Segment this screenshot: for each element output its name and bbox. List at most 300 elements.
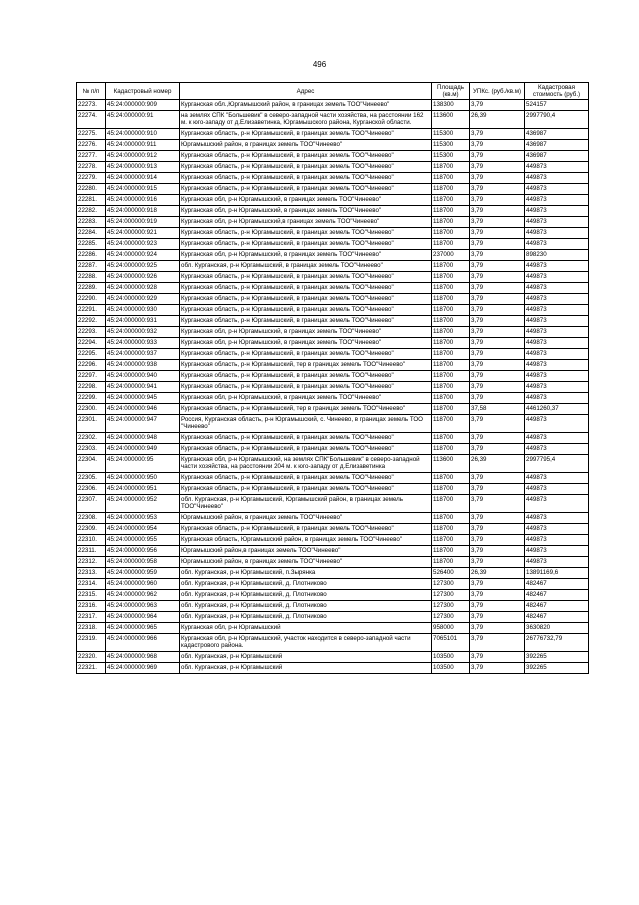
cell-cadastral-cost: 449873 [525, 327, 589, 338]
cell-address: Курганская обл, р-н Юргамышский [180, 623, 432, 634]
cell-cadastral-cost: 482467 [525, 612, 589, 623]
cell-number: 22288. [77, 272, 106, 283]
table-row [77, 371, 589, 382]
table-row [77, 305, 589, 316]
cell-number: 22290. [77, 294, 106, 305]
cell-number: 22273. [77, 100, 106, 111]
cell-address: Курганская обл, р-н Юргамышский, в границах земель ТОО"Чинеево" [180, 250, 432, 261]
cell-area: 127300 [432, 579, 470, 590]
cell-upks: 3,79 [470, 195, 525, 206]
cell-number: 22278. [77, 162, 106, 173]
cell-cadastral-number: 45:24:000000:964 [106, 612, 180, 623]
table-row [77, 294, 589, 305]
cell-upks: 3,79 [470, 524, 525, 535]
cell-area: 118700 [432, 272, 470, 283]
cell-cadastral-cost: 482467 [525, 590, 589, 601]
cell-address: Курганская область, р-н Юргамышский, в границах земель ТОО"Чинеево" [180, 371, 432, 382]
cell-cadastral-number: 45:24:000000:933 [106, 338, 180, 349]
table-row [77, 316, 589, 327]
cell-cadastral-cost: 4461260,37 [525, 404, 589, 415]
table-row [77, 455, 589, 473]
cell-cadastral-cost: 449873 [525, 316, 589, 327]
cell-address: Курганская обл, р-н Юргамышский, в границах земель ТОО"Чинеево" [180, 206, 432, 217]
cell-cadastral-number: 45:24:000000:949 [106, 444, 180, 455]
cell-cadastral-number: 45:24:000000:926 [106, 272, 180, 283]
cell-number: 22305. [77, 473, 106, 484]
cell-address: Курганская обл, р-н Юргамышский, в границах земель ТОО"Чинеево" [180, 327, 432, 338]
cell-number: 22282. [77, 206, 106, 217]
cell-number: 22296. [77, 360, 106, 371]
cell-cadastral-cost: 436987 [525, 140, 589, 151]
table-row [77, 338, 589, 349]
cell-address: Курганская область, р-н Юргамышский, в границах земель ТОО"Чинеево" [180, 184, 432, 195]
table-row [77, 535, 589, 546]
cell-address: Юргамышский район,в границах земель ТОО"Чинеево" [180, 546, 432, 557]
cell-cadastral-number: 45:24:000000:947 [106, 415, 180, 433]
cell-address: Юргамышский район, в границах земель ТОО"Чинеево" [180, 140, 432, 151]
cell-cadastral-number: 45:24:000000:921 [106, 228, 180, 239]
cell-cadastral-cost: 2997790,4 [525, 111, 589, 129]
cell-area: 118700 [432, 239, 470, 250]
table-row [77, 495, 589, 513]
cell-cadastral-cost: 13891169,6 [525, 568, 589, 579]
cell-cadastral-number: 45:24:000000:915 [106, 184, 180, 195]
cell-cadastral-cost: 449873 [525, 473, 589, 484]
cell-area: 127300 [432, 612, 470, 623]
cell-cadastral-cost: 449873 [525, 495, 589, 513]
cell-upks: 3,79 [470, 579, 525, 590]
cell-area: 118700 [432, 294, 470, 305]
cell-area: 118700 [432, 173, 470, 184]
cell-address: Курганская область, р-н Юргамышский, в границах земель ТОО"Чинеево" [180, 382, 432, 393]
cell-cadastral-cost: 449873 [525, 305, 589, 316]
cell-cadastral-number: 45:24:000000:924 [106, 250, 180, 261]
cell-cadastral-cost: 392265 [525, 652, 589, 663]
cell-number: 22307. [77, 495, 106, 513]
cell-area: 118700 [432, 404, 470, 415]
cell-number: 22283. [77, 217, 106, 228]
cell-cadastral-cost: 449873 [525, 557, 589, 568]
cell-address: обл. Курганская, р-н Юргамышский [180, 663, 432, 674]
table-row [77, 261, 589, 272]
cell-cadastral-cost: 449873 [525, 217, 589, 228]
cell-address: Юргамышский район, в границах земель ТОО"Чинеево" [180, 513, 432, 524]
cell-address: Курганская область, р-н Юргамышский, в границах земель ТОО"Чинеево" [180, 129, 432, 140]
cell-upks: 3,79 [470, 250, 525, 261]
cell-address: Курганская область, р-н Юргамышский, в границах земель ТОО"Чинеево" [180, 305, 432, 316]
cell-address: Курганская область, р-н Юргамышский, в границах земель ТОО"Чинеево" [180, 473, 432, 484]
cell-area: 958000 [432, 623, 470, 634]
cell-cadastral-cost: 449873 [525, 371, 589, 382]
cell-cadastral-number: 45:24:000000:946 [106, 404, 180, 415]
table-row [77, 206, 589, 217]
cell-number: 22308. [77, 513, 106, 524]
cell-cadastral-cost: 482467 [525, 601, 589, 612]
table-row [77, 393, 589, 404]
cadastral-table [76, 82, 589, 674]
cell-number: 22286. [77, 250, 106, 261]
table-row [77, 663, 589, 674]
table-row [77, 217, 589, 228]
cell-number: 22309. [77, 524, 106, 535]
table-row [77, 151, 589, 162]
cell-address: Курганская область, р-н Юргамышский, в границах земель ТОО"Чинеево" [180, 228, 432, 239]
cell-cadastral-number: 45:24:000000:95 [106, 455, 180, 473]
cell-cadastral-cost: 449873 [525, 294, 589, 305]
cell-cadastral-number: 45:24:000000:958 [106, 557, 180, 568]
cell-address: Россия, Курганская область, р-н Юргамышский, с. Чинеево, в границах земель ТОО "Чинеево" [180, 415, 432, 433]
cell-upks: 3,79 [470, 652, 525, 663]
table-row [77, 601, 589, 612]
cell-address: Курганская область, р-н Юргамышский, в границах земель ТОО"Чинеево" [180, 272, 432, 283]
table-row [77, 590, 589, 601]
table-row [77, 415, 589, 433]
cell-cadastral-cost: 449873 [525, 206, 589, 217]
cell-address: Курганская обл, р-н Юргамышский, в границах земель ТОО"Чинеево" [180, 393, 432, 404]
table-row [77, 433, 589, 444]
cell-upks: 3,79 [470, 634, 525, 652]
cell-address: Курганская область, Юргамышский район, в границах земель ТОО"Чинеево" [180, 535, 432, 546]
cell-upks: 3,79 [470, 546, 525, 557]
cell-area: 118700 [432, 228, 470, 239]
table-row [77, 652, 589, 663]
cell-area: 118700 [432, 162, 470, 173]
cell-number: 22303. [77, 444, 106, 455]
cell-upks: 3,79 [470, 184, 525, 195]
cell-area: 115300 [432, 140, 470, 151]
cell-cadastral-cost: 3630820 [525, 623, 589, 634]
table-row [77, 228, 589, 239]
cell-cadastral-cost: 898230 [525, 250, 589, 261]
cell-cadastral-number: 45:24:000000:937 [106, 349, 180, 360]
cell-cadastral-number: 45:24:000000:909 [106, 100, 180, 111]
table-row [77, 100, 589, 111]
table-row [77, 129, 589, 140]
cell-number: 22310. [77, 535, 106, 546]
cell-upks: 3,79 [470, 338, 525, 349]
cell-address: обл. Курганская, р-н Юргамышский, д. Плотниково [180, 601, 432, 612]
table-row [77, 195, 589, 206]
cell-area: 118700 [432, 283, 470, 294]
cell-cadastral-number: 45:24:000000:916 [106, 195, 180, 206]
cell-cadastral-number: 45:24:000000:919 [106, 217, 180, 228]
cell-cadastral-cost: 392265 [525, 663, 589, 674]
cell-cadastral-number: 45:24:000000:968 [106, 652, 180, 663]
cell-address: Курганская область, р-н Юргамышский, тер в границах земель ТОО"Чинеево" [180, 360, 432, 371]
cell-cadastral-cost: 449873 [525, 360, 589, 371]
cell-upks: 3,79 [470, 162, 525, 173]
cell-number: 22295. [77, 349, 106, 360]
cell-cadastral-cost: 436987 [525, 129, 589, 140]
cell-area: 118700 [432, 382, 470, 393]
cell-cadastral-number: 45:24:000000:941 [106, 382, 180, 393]
cell-cadastral-number: 45:24:000000:91 [106, 111, 180, 129]
table-row [77, 404, 589, 415]
table-row [77, 382, 589, 393]
cell-cadastral-number: 45:24:000000:932 [106, 327, 180, 338]
cell-number: 22297. [77, 371, 106, 382]
cell-cadastral-number: 45:24:000000:960 [106, 579, 180, 590]
cell-area: 113600 [432, 455, 470, 473]
cell-cadastral-number: 45:24:000000:914 [106, 173, 180, 184]
table-row [77, 568, 589, 579]
cell-number: 22285. [77, 239, 106, 250]
cell-address: Курганская область, р-н Юргамышский, в границах земель ТОО"Чинеево" [180, 283, 432, 294]
cell-area: 118700 [432, 360, 470, 371]
cell-number: 22313. [77, 568, 106, 579]
cell-upks: 3,79 [470, 623, 525, 634]
page-number: 496 [312, 60, 327, 69]
cell-area: 115300 [432, 129, 470, 140]
cell-cadastral-cost: 449873 [525, 382, 589, 393]
cell-upks: 3,79 [470, 294, 525, 305]
cell-area: 118700 [432, 495, 470, 513]
cell-address: Курганская обл, р-н Юргамышский, на землях СПК"Большевик" в северо-западной части хозяйства, на расстоянии 204 м. к юго-западу от д.Елизаветинка [180, 455, 432, 473]
cell-upks: 3,79 [470, 129, 525, 140]
cell-address: Курганская обл, р-н Юргамышский, участок находится в северо-западной части кадастрового района. [180, 634, 432, 652]
table-row [77, 484, 589, 495]
cell-cadastral-number: 45:24:000000:962 [106, 590, 180, 601]
cell-upks: 3,79 [470, 151, 525, 162]
cell-address: Курганская область, р-н Юргамышский, в границах земель ТОО"Чинеево" [180, 239, 432, 250]
cell-upks: 3,79 [470, 382, 525, 393]
cell-cadastral-cost: 449873 [525, 173, 589, 184]
cell-cadastral-number: 45:24:000000:910 [106, 129, 180, 140]
cell-number: 22280. [77, 184, 106, 195]
cell-number: 22301. [77, 415, 106, 433]
cell-cadastral-number: 45:24:000000:913 [106, 162, 180, 173]
cell-area: 127300 [432, 601, 470, 612]
cell-cadastral-number: 45:24:000000:948 [106, 433, 180, 444]
cell-address: Курганская область, р-н Юргамышский, в границах земель ТОО"Чинеево" [180, 349, 432, 360]
cell-number: 22276. [77, 140, 106, 151]
cell-number: 22315. [77, 590, 106, 601]
cell-upks: 3,79 [470, 100, 525, 111]
cell-area: 526400 [432, 568, 470, 579]
cell-area: 118700 [432, 261, 470, 272]
cell-cadastral-cost: 2997795,4 [525, 455, 589, 473]
cell-area: 118700 [432, 371, 470, 382]
table-row [77, 473, 589, 484]
cell-address: Курганская область, р-н Юргамышский, в границах земель ТОО"Чинеево" [180, 151, 432, 162]
cell-address: Курганская обл, р-н Юргамышский,в границах земель ТОО"Чинеево" [180, 217, 432, 228]
cell-area: 118700 [432, 195, 470, 206]
cell-cadastral-cost: 449873 [525, 272, 589, 283]
cell-upks: 3,79 [470, 261, 525, 272]
cell-cadastral-cost: 449873 [525, 184, 589, 195]
cell-cadastral-cost: 449873 [525, 393, 589, 404]
cell-area: 138300 [432, 100, 470, 111]
table-row [77, 239, 589, 250]
cell-upks: 3,79 [470, 495, 525, 513]
cell-upks: 26,39 [470, 455, 525, 473]
cell-cadastral-number: 45:24:000000:950 [106, 473, 180, 484]
table-row [77, 513, 589, 524]
header-cadastral-cost: Кадастровая стоимость (руб.) [525, 83, 589, 100]
cell-area: 118700 [432, 217, 470, 228]
cell-area: 118700 [432, 546, 470, 557]
cell-address: обл. Курганская, р-н Юргамышский, в границах земель ТОО"Чинеево" [180, 261, 432, 272]
table-row [77, 557, 589, 568]
cell-upks: 3,79 [470, 557, 525, 568]
cell-address: Курганская область, р-н Юргамышский, тер в границах земель ТОО"Чинеево" [180, 404, 432, 415]
cell-upks: 3,79 [470, 371, 525, 382]
cell-number: 22289. [77, 283, 106, 294]
cell-cadastral-number: 45:24:000000:966 [106, 634, 180, 652]
cell-upks: 3,79 [470, 272, 525, 283]
cell-number: 22312. [77, 557, 106, 568]
cell-number: 22281. [77, 195, 106, 206]
cell-cadastral-number: 45:24:000000:912 [106, 151, 180, 162]
cell-cadastral-number: 45:24:000000:929 [106, 294, 180, 305]
cell-area: 118700 [432, 433, 470, 444]
cell-address: Курганская область, р-н Юргамышский, в границах земель ТОО"Чинеево" [180, 294, 432, 305]
cell-number: 22318. [77, 623, 106, 634]
cell-number: 22306. [77, 484, 106, 495]
cell-upks: 3,79 [470, 433, 525, 444]
cell-address: Курганская область, р-н Юргамышский, в границах земель ТОО"Чинеево" [180, 433, 432, 444]
cell-upks: 26,39 [470, 568, 525, 579]
cell-upks: 3,79 [470, 444, 525, 455]
cell-cadastral-cost: 26776732,79 [525, 634, 589, 652]
cell-upks: 3,79 [470, 360, 525, 371]
cell-cadastral-number: 45:24:000000:930 [106, 305, 180, 316]
cell-cadastral-cost: 524157 [525, 100, 589, 111]
cell-cadastral-number: 45:24:000000:969 [106, 663, 180, 674]
cell-number: 22292. [77, 316, 106, 327]
cell-upks: 3,79 [470, 206, 525, 217]
cell-area: 118700 [432, 513, 470, 524]
cell-address: Курганская область, р-н Юргамышский, в границах земель ТОО"Чинеево" [180, 444, 432, 455]
cell-cadastral-number: 45:24:000000:956 [106, 546, 180, 557]
cell-address: Курганская обл, р-н Юргамышский, в границах земель ТОО"Чинеево" [180, 195, 432, 206]
cell-address: Курганская область, р-н Юргамышский, в границах земель ТОО"Чинеево" [180, 316, 432, 327]
cell-upks: 3,79 [470, 316, 525, 327]
cell-upks: 3,79 [470, 239, 525, 250]
cell-upks: 3,79 [470, 415, 525, 433]
cell-cadastral-cost: 449873 [525, 195, 589, 206]
table-row [77, 283, 589, 294]
cell-number: 22294. [77, 338, 106, 349]
table-row [77, 250, 589, 261]
cell-number: 22274. [77, 111, 106, 129]
header-cadastral-number: Кадастровый номер [106, 83, 180, 100]
cell-number: 22277. [77, 151, 106, 162]
cell-area: 237000 [432, 250, 470, 261]
cell-address: обл. Курганская, р-н Юргамышский, Юргамышский район, в границах земель ТОО"Чинеево" [180, 495, 432, 513]
cell-area: 103500 [432, 652, 470, 663]
cell-cadastral-number: 45:24:000000:955 [106, 535, 180, 546]
table-row [77, 634, 589, 652]
cell-number: 22300. [77, 404, 106, 415]
header-area: Площадь (кв.м) [432, 83, 470, 100]
table-row [77, 184, 589, 195]
cell-number: 22275. [77, 129, 106, 140]
cell-cadastral-number: 45:24:000000:918 [106, 206, 180, 217]
cell-number: 22320. [77, 652, 106, 663]
cell-number: 22291. [77, 305, 106, 316]
cell-upks: 3,79 [470, 484, 525, 495]
cell-upks: 3,79 [470, 349, 525, 360]
cell-area: 103500 [432, 663, 470, 674]
cell-upks: 3,79 [470, 535, 525, 546]
cell-area: 115300 [432, 151, 470, 162]
table-row [77, 272, 589, 283]
cell-cadastral-cost: 449873 [525, 433, 589, 444]
cell-cadastral-cost: 482467 [525, 579, 589, 590]
table-row [77, 327, 589, 338]
cell-cadastral-cost: 436987 [525, 151, 589, 162]
header-upks: УПКс. (руб./кв.м) [470, 83, 525, 100]
cell-address: обл. Курганская, р-н Юргамышский, д. Плотниково [180, 579, 432, 590]
cell-area: 118700 [432, 444, 470, 455]
cell-cadastral-cost: 449873 [525, 535, 589, 546]
cell-cadastral-cost: 449873 [525, 239, 589, 250]
cell-upks: 3,79 [470, 140, 525, 151]
cell-upks: 3,79 [470, 283, 525, 294]
cell-number: 22319. [77, 634, 106, 652]
cell-area: 127300 [432, 590, 470, 601]
cell-address: Курганская область, р-н Юргамышский, в границах земель ТОО"Чинеево" [180, 484, 432, 495]
cell-number: 22321. [77, 663, 106, 674]
cell-cadastral-number: 45:24:000000:928 [106, 283, 180, 294]
cell-cadastral-number: 45:24:000000:951 [106, 484, 180, 495]
cell-cadastral-cost: 449873 [525, 228, 589, 239]
cell-address: Курганская обл.,Юргамышский район, в границах земель ТОО"Чинеево" [180, 100, 432, 111]
table-row [77, 162, 589, 173]
cell-area: 118700 [432, 557, 470, 568]
table-row [77, 173, 589, 184]
cell-upks: 26,39 [470, 111, 525, 129]
cell-cadastral-number: 45:24:000000:959 [106, 568, 180, 579]
cell-upks: 3,79 [470, 305, 525, 316]
table-body [77, 100, 589, 674]
cell-number: 22298. [77, 382, 106, 393]
cell-number: 22311. [77, 546, 106, 557]
cell-upks: 3,79 [470, 590, 525, 601]
table-row [77, 524, 589, 535]
cell-area: 118700 [432, 484, 470, 495]
table-row [77, 349, 589, 360]
cell-number: 22293. [77, 327, 106, 338]
cell-area: 118700 [432, 338, 470, 349]
cell-area: 118700 [432, 184, 470, 195]
cell-address: Юргамышский район, в границах земель ТОО"Чинеево" [180, 557, 432, 568]
cell-cadastral-number: 45:24:000000:963 [106, 601, 180, 612]
cell-address: Курганская область, р-н Юргамышский, в границах земель ТОО"Чинеево" [180, 173, 432, 184]
cell-area: 118700 [432, 524, 470, 535]
cell-cadastral-cost: 449873 [525, 261, 589, 272]
table-row [77, 111, 589, 129]
cell-area: 118700 [432, 327, 470, 338]
cell-cadastral-cost: 449873 [525, 415, 589, 433]
table-row [77, 623, 589, 634]
cell-upks: 3,79 [470, 217, 525, 228]
cell-upks: 3,79 [470, 393, 525, 404]
cell-area: 118700 [432, 535, 470, 546]
table-row [77, 612, 589, 623]
cell-address: обл. Курганская, р-н Юргамышский, д. Плотниково [180, 590, 432, 601]
cell-number: 22316. [77, 601, 106, 612]
cell-upks: 3,79 [470, 513, 525, 524]
table-row [77, 579, 589, 590]
cell-cadastral-cost: 449873 [525, 484, 589, 495]
cell-number: 22314. [77, 579, 106, 590]
cell-upks: 37,58 [470, 404, 525, 415]
cell-cadastral-cost: 449873 [525, 513, 589, 524]
cell-area: 118700 [432, 415, 470, 433]
cell-cadastral-cost: 449873 [525, 338, 589, 349]
